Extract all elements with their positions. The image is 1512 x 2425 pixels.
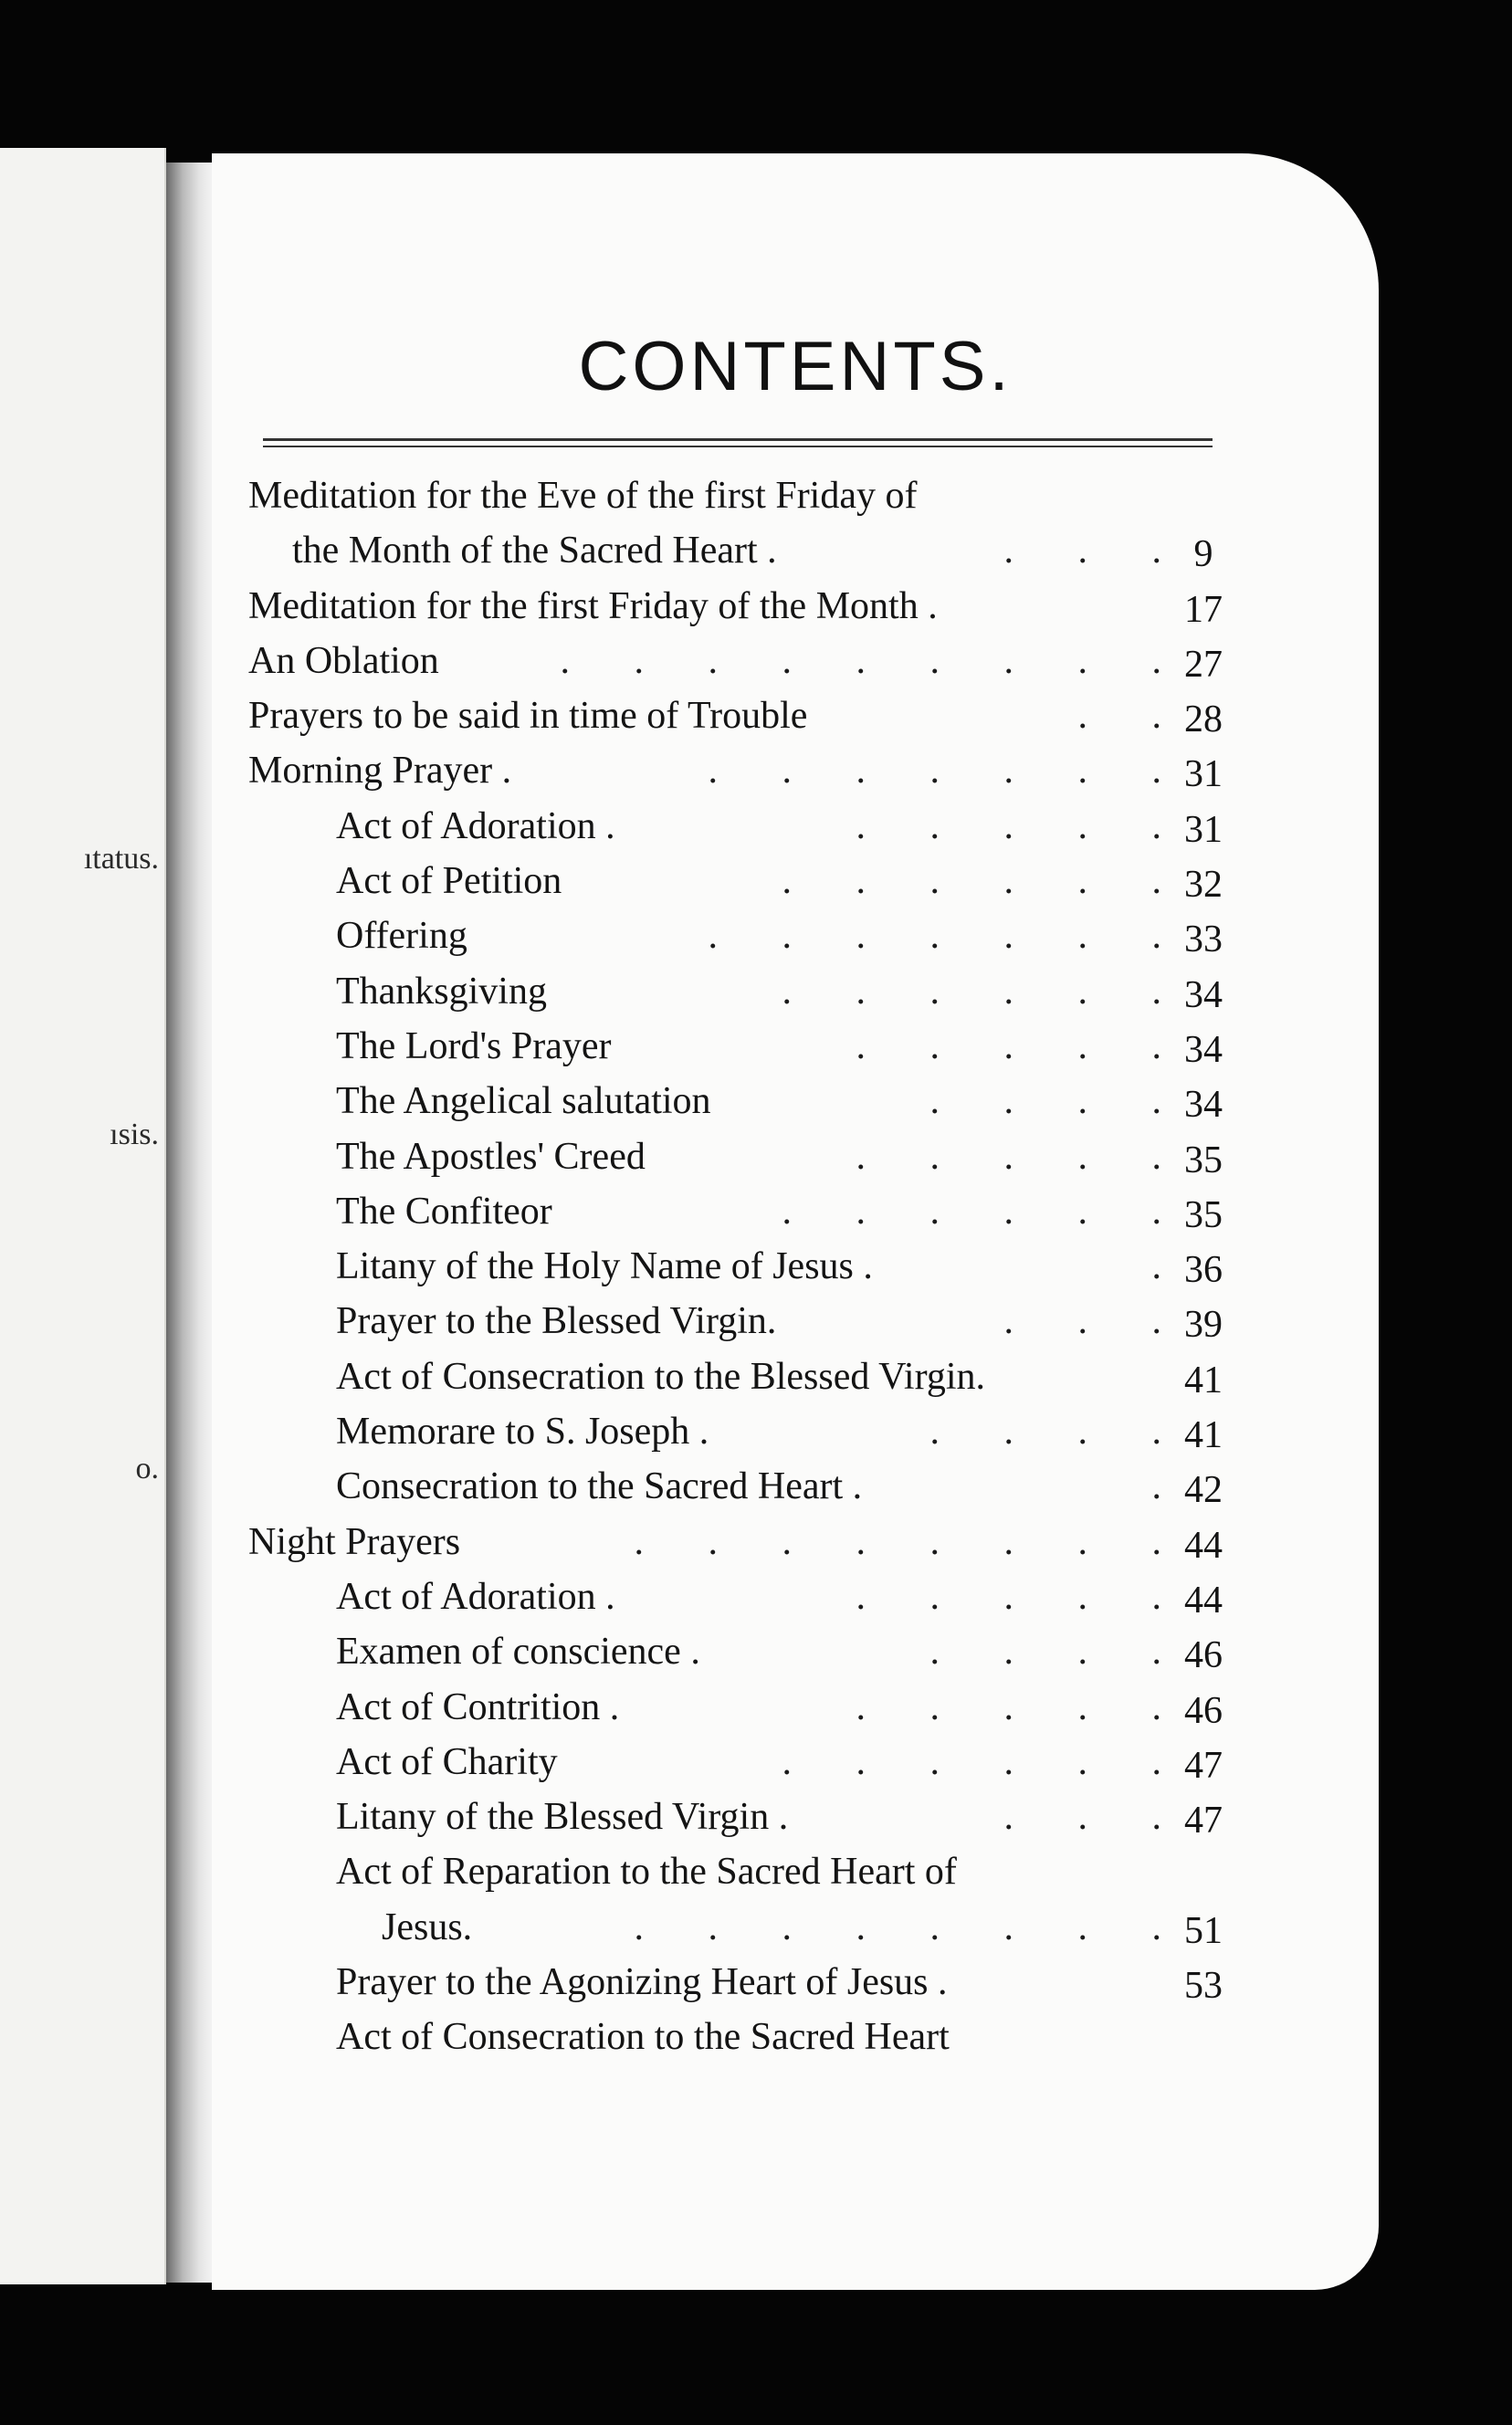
toc-leader-dots: . (1151, 1245, 1189, 1288)
toc-entry-title: An Oblation (248, 639, 439, 682)
toc-page-number: 34 (1184, 1084, 1223, 1127)
book-gutter (166, 163, 214, 2283)
toc-entry-title: Act of Adoration . (336, 804, 615, 847)
toc-entry-title: Meditation for the Eve of the first Friday of (248, 475, 918, 517)
toc-entry (248, 1955, 1262, 2010)
toc-entry (248, 1019, 1262, 1074)
toc-page-number: 46 (1184, 1689, 1223, 1732)
toc-entry (248, 1459, 1262, 1514)
toc-entry-title: Act of Reparation to the Sacred Heart of (336, 1851, 957, 1894)
toc-page-number: 41 (1184, 1359, 1223, 1401)
facing-page-fragment: ıtatus. (83, 842, 159, 876)
toc-entry-title: Examen of conscience . (336, 1631, 700, 1674)
toc-entry-title: Jesus. (382, 1905, 473, 1948)
toc-page-number: 44 (1184, 1579, 1223, 1622)
toc-leader-dots: . . . . . . . (708, 915, 1189, 958)
toc-entry (248, 854, 1262, 908)
toc-leader-dots: . . . . (929, 1631, 1189, 1674)
toc-leader-dots: . . . . . . . . (634, 1520, 1189, 1563)
toc-page-number: 9 (1193, 533, 1213, 576)
toc-page-number: 53 (1184, 1965, 1223, 2008)
toc-leader-dots: . . . . . (856, 804, 1189, 847)
toc-leader-dots: . . . . . . (782, 1740, 1189, 1783)
toc-page-number: 28 (1184, 698, 1223, 741)
toc-entry (248, 1294, 1262, 1349)
toc-entry (248, 523, 1262, 578)
toc-leader-dots: . . . . . . (782, 860, 1189, 903)
toc-leader-dots: . . . . . (856, 1685, 1189, 1728)
toc-page-number: 32 (1184, 864, 1223, 907)
toc-leader-dots: . . . . (929, 1080, 1189, 1123)
toc-entry-title: Act of Contrition . (336, 1685, 620, 1728)
toc-entry (248, 688, 1262, 743)
toc-page-number: 46 (1184, 1634, 1223, 1677)
toc-page-number: 34 (1184, 1028, 1223, 1071)
toc-page-number: 31 (1184, 808, 1223, 851)
toc-leader-dots: . . . (1003, 530, 1189, 572)
toc-leader-dots: . . . . . . . (708, 750, 1189, 793)
toc-entry (248, 1735, 1262, 1790)
toc-page-number: 27 (1184, 643, 1223, 686)
toc-page-number: 42 (1184, 1469, 1223, 1512)
toc-page-number: 44 (1184, 1524, 1223, 1567)
toc-entry-title: Prayers to be said in time of Trouble (248, 695, 808, 738)
toc-entry (248, 1790, 1262, 1844)
toc-page-number: 35 (1184, 1139, 1223, 1181)
toc-page-number: 51 (1184, 1909, 1223, 1952)
toc-entry (248, 1074, 1262, 1129)
title-rule (263, 446, 1213, 447)
toc-leader-dots: . . . . (929, 1411, 1189, 1454)
toc-entry-title: Meditation for the first Friday of the Month . (248, 584, 938, 627)
toc-entry-title: The Angelical salutation (336, 1080, 711, 1123)
toc-entry (248, 1349, 1262, 1404)
toc-entry (248, 1844, 1262, 1899)
toc-entry-title: Morning Prayer . (248, 750, 512, 793)
toc-entry-title: Litany of the Blessed Virgin . (336, 1796, 789, 1839)
toc-entry (248, 1569, 1262, 1624)
toc-leader-dots: . . . . . (856, 1575, 1189, 1618)
toc-entry (248, 634, 1262, 688)
toc-page-number: 35 (1184, 1193, 1223, 1236)
toc-entry-title: Act of Petition (336, 860, 562, 903)
toc-entry (248, 1900, 1262, 1955)
toc-entry (248, 468, 1262, 523)
toc-entry (248, 799, 1262, 854)
toc-leader-dots: . . . . . . (782, 970, 1189, 1013)
toc-entry (248, 1624, 1262, 1679)
toc-entry-title: the Month of the Sacred Heart . (292, 530, 777, 572)
toc-page-number: 31 (1184, 753, 1223, 796)
toc-entry-title: Litany of the Holy Name of Jesus . (336, 1245, 873, 1288)
toc-leader-dots: . . . . . (856, 1024, 1189, 1067)
toc-entry-title: Act of Charity (336, 1740, 558, 1783)
toc-entry-title: Prayer to the Agonizing Heart of Jesus . (336, 1961, 948, 2004)
toc-page-number: 47 (1184, 1744, 1223, 1787)
facing-page-fragment: o. (135, 1452, 159, 1485)
toc-entry-title: Thanksgiving (336, 970, 547, 1013)
toc-leader-dots: . . (1077, 695, 1189, 738)
toc-entry (248, 908, 1262, 963)
toc-entry-title: Memorare to S. Joseph . (336, 1411, 709, 1454)
toc-leader-dots: . . . . . (856, 1135, 1189, 1178)
toc-entry (248, 2010, 1262, 2064)
toc-entry-title: The Lord's Prayer (336, 1024, 612, 1067)
toc-page-number: 47 (1184, 1800, 1223, 1842)
toc-page-number: 41 (1184, 1414, 1223, 1457)
toc-page-number: 36 (1184, 1249, 1223, 1292)
page-title: CONTENTS. (578, 328, 1013, 405)
toc-entry-title: Act of Consecration to the Sacred Heart (336, 2016, 950, 2059)
toc-entry (248, 1680, 1262, 1735)
toc-entry (248, 1404, 1262, 1459)
toc-leader-dots: . (1151, 1465, 1189, 1508)
toc-entry-title: The Apostles' Creed (336, 1135, 646, 1178)
toc-page-number: 17 (1184, 588, 1223, 631)
toc-page-number: 33 (1184, 919, 1223, 961)
toc-leader-dots: . . . . . . (782, 1190, 1189, 1233)
contents-page (212, 153, 1379, 2290)
toc-leader-dots: . . . . . . . . . (560, 639, 1189, 682)
toc-entry (248, 743, 1262, 798)
toc-page-number: 39 (1184, 1304, 1223, 1347)
toc-entry-title: Consecration to the Sacred Heart . (336, 1465, 863, 1508)
toc-leader-dots: . . . . . . . . (634, 1905, 1189, 1948)
toc-entry (248, 1129, 1262, 1184)
toc-entry (248, 1239, 1262, 1294)
toc-entry (248, 964, 1262, 1019)
toc-entry (248, 579, 1262, 634)
toc-entry-title: Act of Adoration . (336, 1575, 615, 1618)
toc-page-number: 34 (1184, 973, 1223, 1016)
toc-entry-title: The Confiteor (336, 1190, 552, 1233)
facing-page-fragment: ısis. (110, 1118, 159, 1151)
toc-entry-title: Prayer to the Blessed Virgin. (336, 1300, 777, 1343)
toc-entry-title: Night Prayers (248, 1520, 461, 1563)
toc-entry (248, 1184, 1262, 1239)
toc-leader-dots: . . . (1003, 1796, 1189, 1839)
table-of-contents (248, 468, 1262, 2065)
toc-entry (248, 1515, 1262, 1569)
toc-leader-dots: . . . (1003, 1300, 1189, 1343)
title-rule (263, 438, 1213, 441)
toc-entry-title: Act of Consecration to the Blessed Virgin. (336, 1355, 985, 1398)
toc-entry-title: Offering (336, 915, 467, 958)
facing-page-edge (0, 148, 166, 2284)
